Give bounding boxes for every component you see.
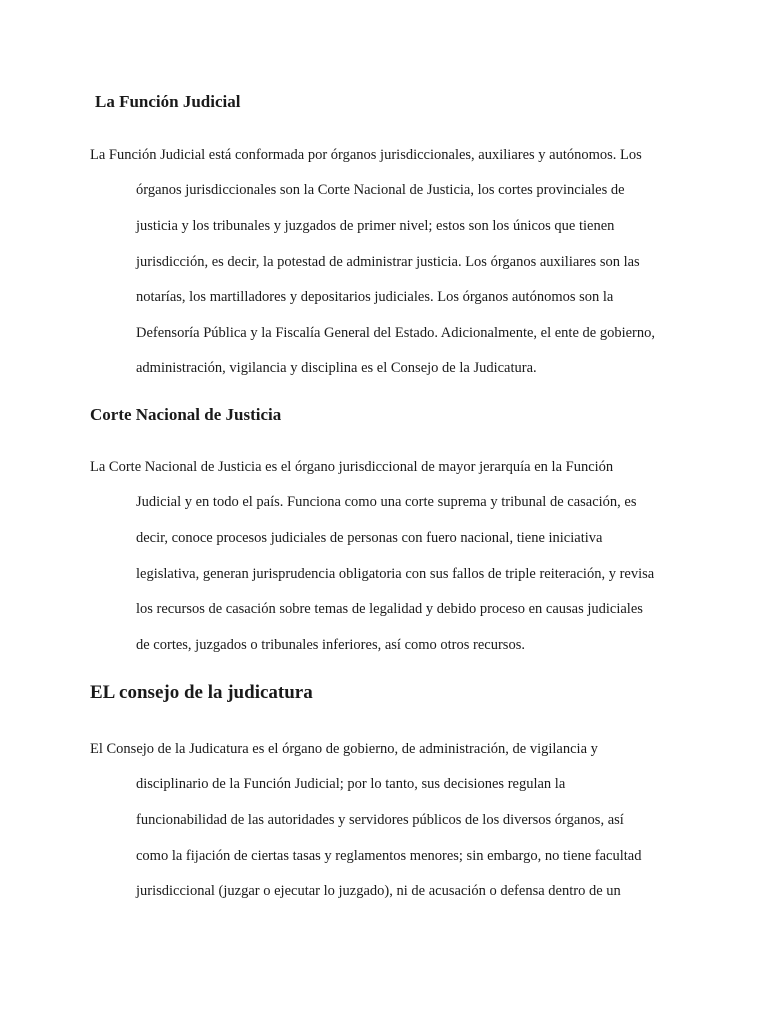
section-heading-consejo-judicatura: EL consejo de la judicatura — [90, 682, 313, 703]
paragraph-line: Defensoría Pública y la Fiscalía General del Estado. Adicionalmente, el ente de gobierno, — [136, 325, 656, 341]
paragraph-line: jurisdiccional (juzgar o ejecutar lo juzgado), ni de acusación o defensa dentro de un — [136, 883, 621, 899]
paragraph-line: jurisdicción, es decir, la potestad de administrar justicia. Los órganos auxiliares son las — [136, 254, 640, 270]
paragraph-line: como la fijación de ciertas tasas y reglamentos menores; sin embargo, no tiene facultad — [136, 848, 642, 864]
paragraph-line: notarías, los martilladores y depositarios judiciales. Los órganos autónomos son la — [136, 289, 614, 305]
paragraph-line: El Consejo de la Judicatura es el órgano de gobierno, de administración, de vigilancia y — [90, 741, 598, 757]
paragraph-line: justicia y los tribunales y juzgados de primer nivel; estos son los únicos que tienen — [136, 218, 615, 234]
paragraph-line: disciplinario de la Función Judicial; por lo tanto, sus decisiones regulan la — [136, 776, 566, 792]
paragraph-line: funcionabilidad de las autoridades y servidores públicos de los diversos órganos, así — [136, 812, 624, 828]
section-heading-funcion-judicial: La Función Judicial — [95, 92, 241, 111]
paragraph-line: los recursos de casación sobre temas de legalidad y debido proceso en causas judiciales — [136, 601, 643, 617]
paragraph-line: Judicial y en todo el país. Funciona como una corte suprema y tribunal de casación, es — [136, 494, 637, 510]
paragraph-line: legislativa, generan jurisprudencia obligatoria con sus fallos de triple reiteración, y revisa — [136, 566, 655, 582]
paragraph-line: de cortes, juzgados o tribunales inferiores, así como otros recursos. — [136, 637, 525, 653]
paragraph-line: administración, vigilancia y disciplina es el Consejo de la Judicatura. — [136, 360, 537, 376]
paragraph-line: decir, conoce procesos judiciales de personas con fuero nacional, tiene iniciativa — [136, 530, 603, 546]
paragraph-line: La Corte Nacional de Justicia es el órgano jurisdiccional de mayor jerarquía en la Función — [90, 459, 614, 475]
section-heading-corte-nacional: Corte Nacional de Justicia — [90, 405, 282, 424]
paragraph-line: órganos jurisdiccionales son la Corte Nacional de Justicia, los cortes provinciales de — [136, 182, 625, 198]
paragraph-line: La Función Judicial está conformada por órganos jurisdiccionales, auxiliares y autónomos. Los — [90, 147, 642, 163]
